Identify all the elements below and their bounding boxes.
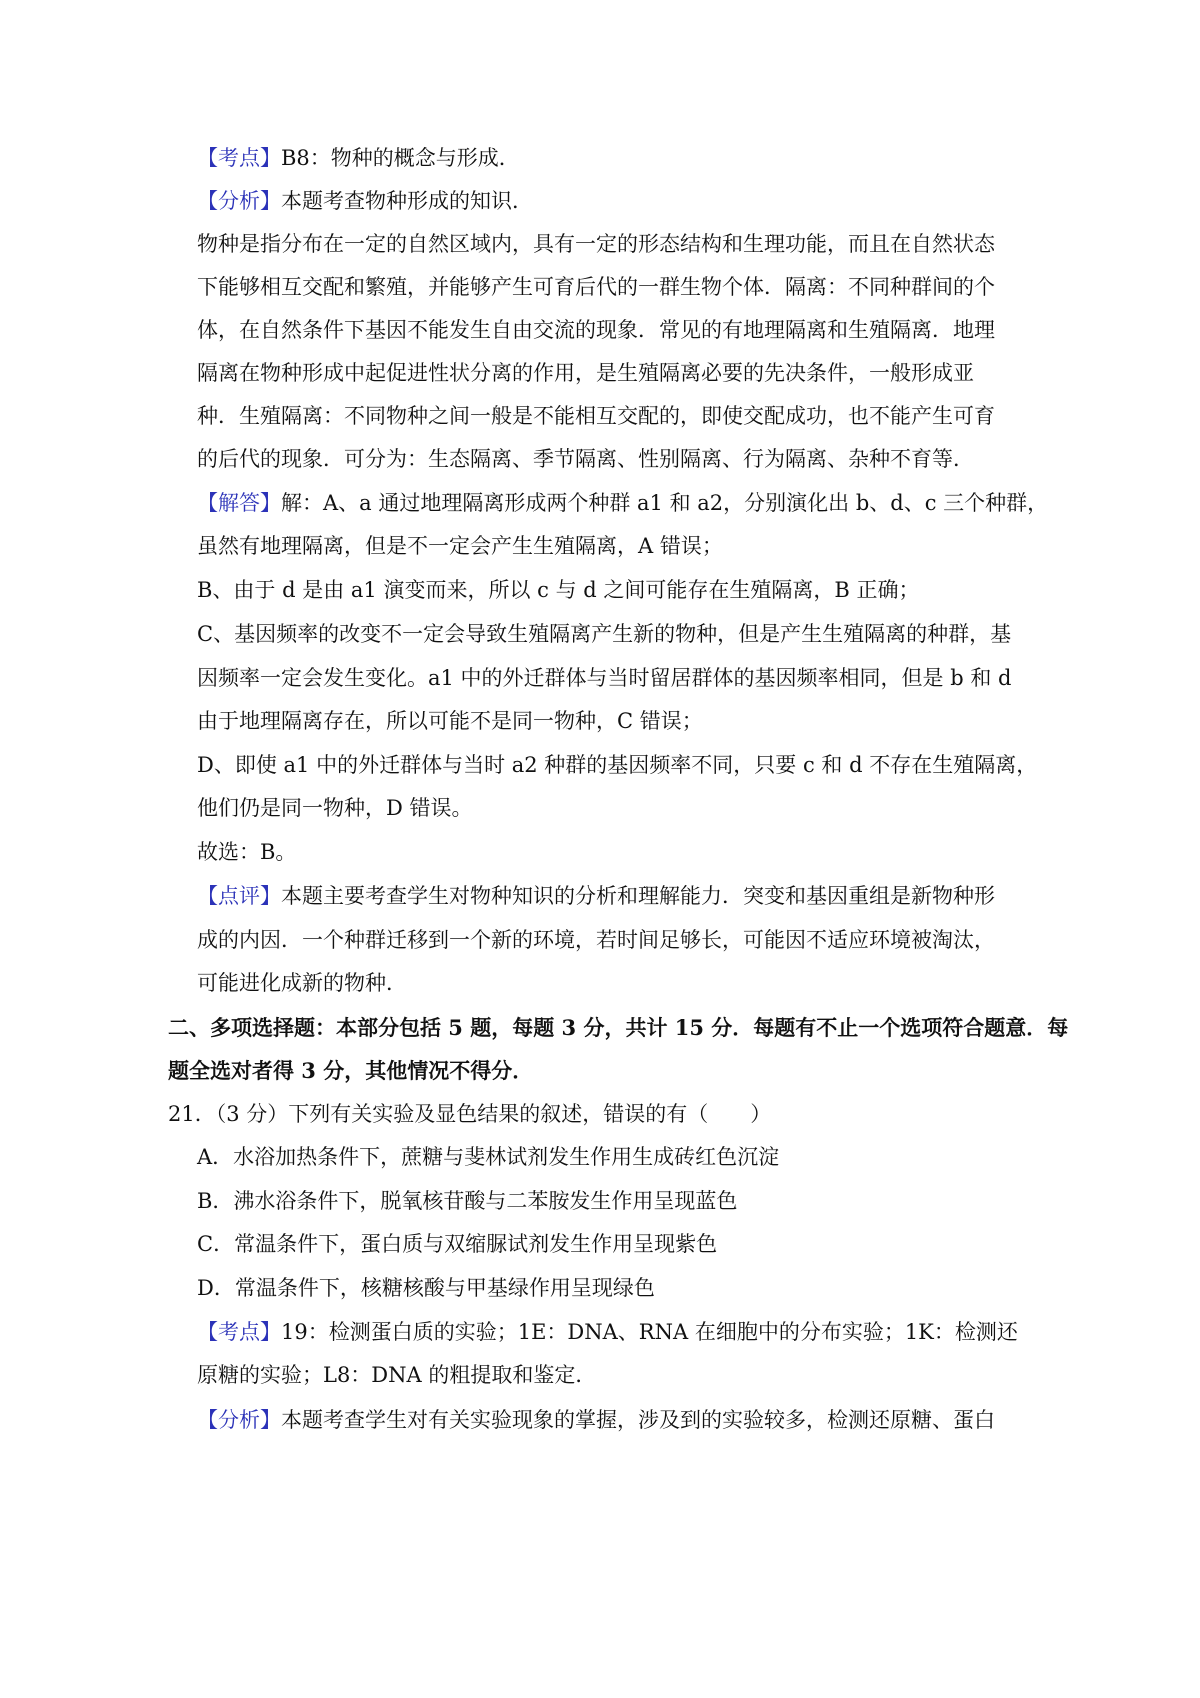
kaodian-line-1 — [197, 143, 520, 173]
analysis-line: 种．生殖隔离：不同物种之间一般是不能相互交配的，即使交配成功，也不能产生可育 — [197, 404, 995, 428]
kaodian-line-2 — [197, 1317, 1018, 1347]
dianping-tag: 【点评】 — [197, 884, 281, 908]
kaodian-line-2b: 原糖的实验；L8：DNA 的粗提取和鉴定． — [197, 1363, 597, 1387]
jieda-answer: 故选：B。 — [197, 840, 297, 864]
jieda-line: 因频率一定会发生变化。a1 中的外迁群体与当时留居群体的基因频率相同，但是 b 和 d — [197, 666, 1012, 690]
question-21-stem: 21．（3 分）下列有关实验及显色结果的叙述，错误的有（ ） — [168, 1102, 772, 1126]
fenxi-line-2 — [197, 1405, 995, 1435]
dianping-first: 本题主要考查学生对物种知识的分析和理解能力．突变和基因重组是新物种形 — [281, 884, 995, 908]
option-d: D．常温条件下，核糖核酸与甲基绿作用呈现绿色 — [197, 1276, 655, 1300]
fenxi-text: 本题考查学生对有关实验现象的掌握，涉及到的实验较多，检测还原糖、蛋白 — [281, 1408, 995, 1432]
fenxi-tag: 【分析】 — [197, 189, 281, 213]
jieda-line: 由于地理隔离存在，所以可能不是同一物种，C 错误； — [197, 709, 703, 733]
kaodian-text: 19：检测蛋白质的实验；1E：DNA、RNA 在细胞中的分布实验；1K：检测还 — [281, 1320, 1018, 1344]
fenxi-tag: 【分析】 — [197, 1408, 281, 1432]
analysis-line: 的后代的现象．可分为：生态隔离、季节隔离、性别隔离、行为隔离、杂种不育等． — [197, 447, 974, 471]
analysis-line: 体，在自然条件下基因不能发生自由交流的现象．常见的有地理隔离和生殖隔离．地理 — [197, 318, 995, 342]
kaodian-tag: 【考点】 — [197, 146, 281, 170]
kaodian-text: B8：物种的概念与形成． — [281, 146, 520, 170]
analysis-line: 下能够相互交配和繁殖，并能够产生可育后代的一群生物个体．隔离：不同种群间的个 — [197, 275, 995, 299]
option-a: A．水浴加热条件下，蔗糖与斐林试剂发生作用生成砖红色沉淀 — [197, 1145, 780, 1169]
jieda-line: D、即使 a1 中的外迁群体与当时 a2 种群的基因频率不同，只要 c 和 d 不存在生殖隔离， — [197, 753, 1038, 777]
jieda-first: 解：A、a 通过地理隔离形成两个种群 a1 和 a2，分别演化出 b、d、c 三个种群， — [281, 491, 1049, 515]
dianping-line: 成的内因．一个种群迁移到一个新的环境，若时间足够长，可能因不适应环境被淘汰， — [197, 928, 995, 952]
jieda-line: B、由于 d 是由 a1 演变而来，所以 c 与 d 之间可能存在生殖隔离，B 正确； — [197, 578, 920, 602]
option-b: B．沸水浴条件下，脱氧核苷酸与二苯胺发生作用呈现蓝色 — [197, 1189, 738, 1213]
jieda-line-1 — [197, 488, 1048, 518]
fenxi-text: 本题考查物种形成的知识． — [281, 189, 533, 213]
section2-heading: 二、多项选择题：本部分包括 5 题，每题 3 分，共计 15 分．每题有不止一个选项符合题意．每 — [168, 1015, 1069, 1040]
jieda-tag: 【解答】 — [197, 491, 281, 515]
analysis-line: 隔离在物种形成中起促进性状分离的作用，是生殖隔离必要的先决条件，一般形成亚 — [197, 361, 974, 385]
dianping-line: 可能进化成新的物种． — [197, 971, 407, 995]
option-c: C．常温条件下，蛋白质与双缩脲试剂发生作用呈现紫色 — [197, 1232, 718, 1256]
jieda-line: C、基因频率的改变不一定会导致生殖隔离产生新的物种，但是产生生殖隔离的种群，基 — [197, 622, 1012, 646]
analysis-line: 物种是指分布在一定的自然区域内，具有一定的形态结构和生理功能，而且在自然状态 — [197, 232, 995, 256]
fenxi-line-1 — [197, 186, 533, 216]
section2-heading: 题全选对者得 3 分，其他情况不得分． — [168, 1058, 534, 1083]
jieda-line: 虽然有地理隔离，但是不一定会产生生殖隔离，A 错误； — [197, 534, 723, 558]
jieda-line: 他们仍是同一物种，D 错误。 — [197, 796, 473, 820]
kaodian-tag: 【考点】 — [197, 1320, 281, 1344]
dianping-line-1 — [197, 881, 995, 911]
